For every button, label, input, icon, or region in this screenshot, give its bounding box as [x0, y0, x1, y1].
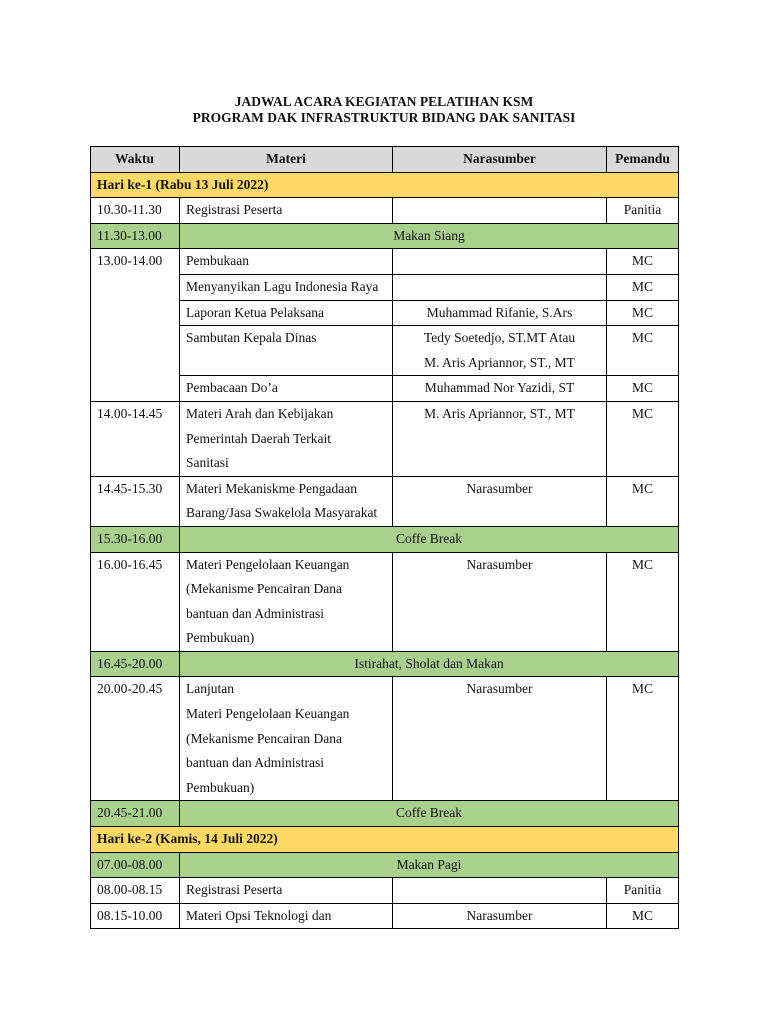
table-row — [91, 376, 679, 402]
cell-materi: Menyanyikan Lagu Indonesia Raya — [180, 274, 393, 300]
break-label: Istirahat, Sholat dan Makan — [180, 651, 679, 677]
materi-line: Materi Mekaniskme Pengadaan — [186, 480, 357, 496]
cell-waktu-empty — [91, 274, 180, 300]
table-row — [91, 476, 679, 526]
cell-waktu: 16.45-20.00 — [91, 651, 180, 677]
table-row — [91, 903, 679, 929]
materi-line: Materi Arah dan Kebijakan — [186, 405, 334, 421]
break-row — [91, 223, 679, 249]
cell-pemandu: Panitia — [607, 878, 679, 904]
day-label: Hari ke-1 (Rabu 13 Juli 2022) — [91, 172, 679, 198]
cell-narasumber: M. Aris Apriannor, ST., MT — [393, 401, 607, 476]
table-row — [91, 300, 679, 326]
cell-waktu: 20.45-21.00 — [91, 801, 180, 827]
cell-narasumber: Narasumber — [393, 903, 607, 929]
cell-waktu: 16.00-16.45 — [91, 552, 180, 651]
materi-line: (Mekanisme Pencairan Dana — [186, 730, 342, 746]
materi-line: (Mekanisme Pencairan Dana — [186, 581, 342, 597]
table-row — [91, 552, 679, 651]
cell-materi: Pembacaan Do’a — [180, 376, 393, 402]
day-label: Hari ke-2 (Kamis, 14 Juli 2022) — [91, 827, 679, 853]
cell-waktu-empty — [91, 376, 180, 402]
materi-line: Materi Pengelolaan Keuangan — [186, 556, 350, 572]
table-row — [91, 198, 679, 224]
cell-materi — [180, 476, 393, 526]
header-narasumber: Narasumber — [393, 147, 607, 173]
narasumber-line: Tedy Soetedjo, ST.MT Atau — [423, 330, 576, 346]
cell-narasumber — [393, 326, 607, 376]
document-subtitle: PROGRAM DAK INFRASTRUKTUR BIDANG DAK SANITASI — [192, 110, 576, 125]
break-label: Coffe Break — [180, 801, 679, 827]
cell-waktu: 14.45-15.30 — [91, 476, 180, 526]
narasumber-line: M. Aris Apriannor, ST., MT — [424, 354, 575, 370]
materi-line: bantuan dan Administrasi — [186, 755, 324, 771]
cell-waktu: 14.00-14.45 — [91, 401, 180, 476]
table-row — [91, 274, 679, 300]
cell-narasumber: Narasumber — [393, 677, 607, 801]
cell-waktu: 13.00-14.00 — [91, 249, 180, 275]
cell-pemandu: MC — [607, 552, 679, 651]
cell-pemandu: MC — [607, 300, 679, 326]
materi-line: bantuan dan Administrasi — [186, 605, 324, 621]
break-label: Makan Pagi — [180, 852, 679, 878]
cell-narasumber — [393, 878, 607, 904]
cell-materi — [180, 552, 393, 651]
cell-waktu: 10.30-11.30 — [91, 198, 180, 224]
break-row — [91, 852, 679, 878]
day-row — [91, 172, 679, 198]
cell-waktu-empty — [91, 300, 180, 326]
cell-waktu-empty — [91, 326, 180, 376]
materi-line: Lanjutan — [186, 681, 234, 697]
schedule-table — [90, 146, 679, 929]
cell-pemandu: MC — [607, 249, 679, 275]
cell-materi: Laporan Ketua Pelaksana — [180, 300, 393, 326]
table-row — [91, 878, 679, 904]
cell-narasumber: Narasumber — [393, 552, 607, 651]
cell-pemandu: MC — [607, 376, 679, 402]
break-row — [91, 526, 679, 552]
header-waktu: Waktu — [91, 147, 180, 173]
cell-pemandu: MC — [607, 401, 679, 476]
break-label: Coffe Break — [180, 526, 679, 552]
cell-materi: Registrasi Peserta — [180, 198, 393, 224]
cell-materi: Materi Opsi Teknologi dan — [180, 903, 393, 929]
cell-pemandu: MC — [607, 476, 679, 526]
materi-line: Sanitasi — [186, 455, 229, 471]
materi-line: Pembukuan) — [186, 630, 255, 646]
cell-waktu: 07.00-08.00 — [91, 852, 180, 878]
break-row — [91, 801, 679, 827]
document-title: JADWAL ACARA KEGIATAN PELATIHAN KSM — [234, 94, 534, 109]
cell-narasumber — [393, 249, 607, 275]
cell-materi — [180, 401, 393, 476]
cell-materi: Pembukaan — [180, 249, 393, 275]
materi-line: Pemerintah Daerah Terkait — [186, 430, 331, 446]
cell-pemandu: MC — [607, 903, 679, 929]
cell-pemandu: MC — [607, 677, 679, 801]
materi-line: Barang/Jasa Swakelola Masyarakat — [186, 505, 378, 521]
cell-pemandu: MC — [607, 274, 679, 300]
cell-narasumber: Narasumber — [393, 476, 607, 526]
header-pemandu: Pemandu — [607, 147, 679, 173]
cell-waktu: 08.00-08.15 — [91, 878, 180, 904]
cell-narasumber — [393, 198, 607, 224]
cell-materi: Sambutan Kepala Dinas — [180, 326, 393, 376]
day-row — [91, 827, 679, 853]
table-row — [91, 249, 679, 275]
cell-pemandu: MC — [607, 326, 679, 376]
cell-pemandu: Panitia — [607, 198, 679, 224]
cell-narasumber: Muhammad Rifanie, S.Ars — [393, 300, 607, 326]
break-row — [91, 651, 679, 677]
table-row — [91, 677, 679, 801]
table-row — [91, 326, 679, 376]
header-materi: Materi — [180, 147, 393, 173]
cell-narasumber: Muhammad Nor Yazidi, ST — [393, 376, 607, 402]
cell-waktu: 11.30-13.00 — [91, 223, 180, 249]
cell-waktu: 15.30-16.00 — [91, 526, 180, 552]
table-row — [91, 401, 679, 476]
cell-materi: Registrasi Peserta — [180, 878, 393, 904]
materi-line: Pembukuan) — [186, 779, 255, 795]
cell-materi — [180, 677, 393, 801]
cell-narasumber — [393, 274, 607, 300]
break-label: Makan Siang — [180, 223, 679, 249]
cell-waktu: 20.00-20.45 — [91, 677, 180, 801]
table-header-row — [91, 147, 679, 173]
cell-waktu: 08.15-10.00 — [91, 903, 180, 929]
materi-line: Materi Pengelolaan Keuangan — [186, 706, 350, 722]
